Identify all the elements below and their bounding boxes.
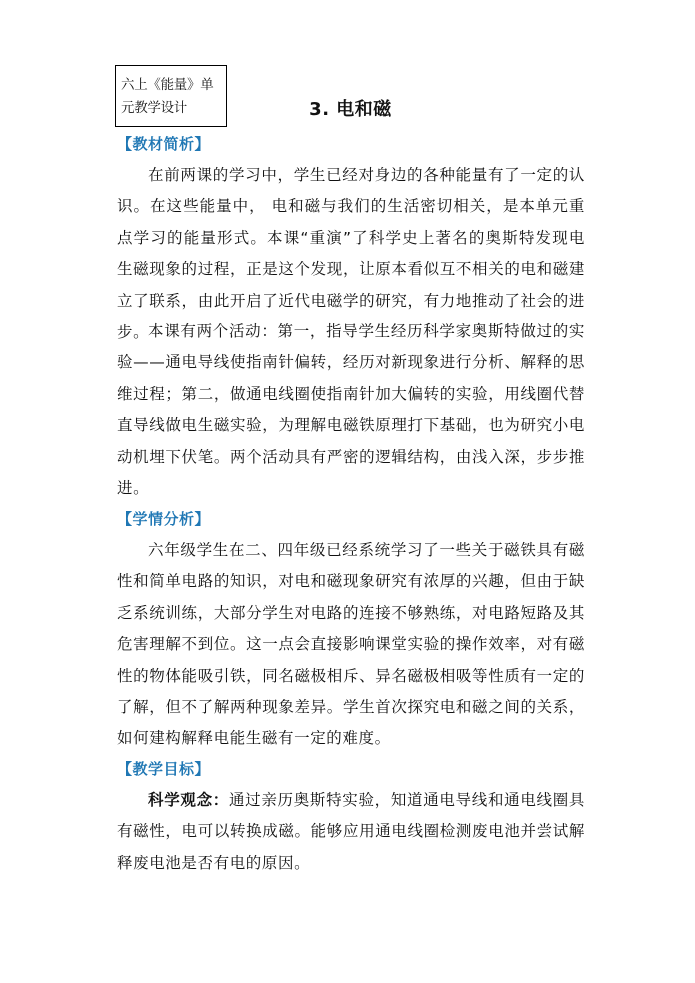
lesson-title: 3. 电和磁 <box>309 99 392 120</box>
students-paragraph-1: 六年级学生在二、四年级已经系统学习了一些关于磁铁具有磁性和简单电路的知识，对电和磁现象研究有浓厚的兴趣，但由于缺乏系统训练，大部分学生对电路的连接不够熟练，对电路短路及其危害理解不到位。这一点会直接影响课堂实验的操作效率，对有磁性的物体能吸引铁，同名磁极相斥、异名磁极相吸等性质有一定的了解，但不了解两种现象差异。学生首次探究电和磁之间的关系，如何建构解释电能生磁有一定的难度。 <box>117 541 585 748</box>
section-heading-students: 【学情分析】 <box>117 510 211 528</box>
concept-label: 科学观念： <box>148 791 229 809</box>
section-heading-material: 【教材简析】 <box>117 135 211 153</box>
material-paragraph-1: 在前两课的学习中，学生已经对身边的各种能量有了一定的认识。在这些能量中， 电和磁与我们的生活密切相关，是本单元重点学习的能量形式。本课“重演”了科学史上著名的奥斯特发现电生磁现象的过程，正是这个发现，让原本看似互不相关的电和磁建立了联系，由此开启了近代电磁学的研究，有力地推动了社会的进步。 <box>117 166 585 342</box>
material-paragraph-2: 本课有两个活动：第一，指导学生经历科学家奥斯特做过的实验——通电导线使指南针偏转，经历对新现象进行分析、解释的思维过程；第二，做通电线圈使指南针加大偏转的实验，用线圈代替直导线做电生磁实验，为理解电磁铁原理打下基础，也为研究小电动机埋下伏笔。两个活动具有严密的逻辑结构，由浅入深，步步推进。 <box>117 322 585 498</box>
concept-text: 通过亲历奥斯特实验，知道通电导线和通电线圈具有磁性，电可以转换成磁。能够应用通电线圈检测废电池并尝试解释废电池是否有电的原因。 <box>117 791 585 872</box>
section-heading-goals: 【教学目标】 <box>117 760 211 778</box>
unit-label: 六上《能量》单元教学设计 <box>121 77 214 116</box>
goals-paragraph-concept <box>117 785 585 879</box>
